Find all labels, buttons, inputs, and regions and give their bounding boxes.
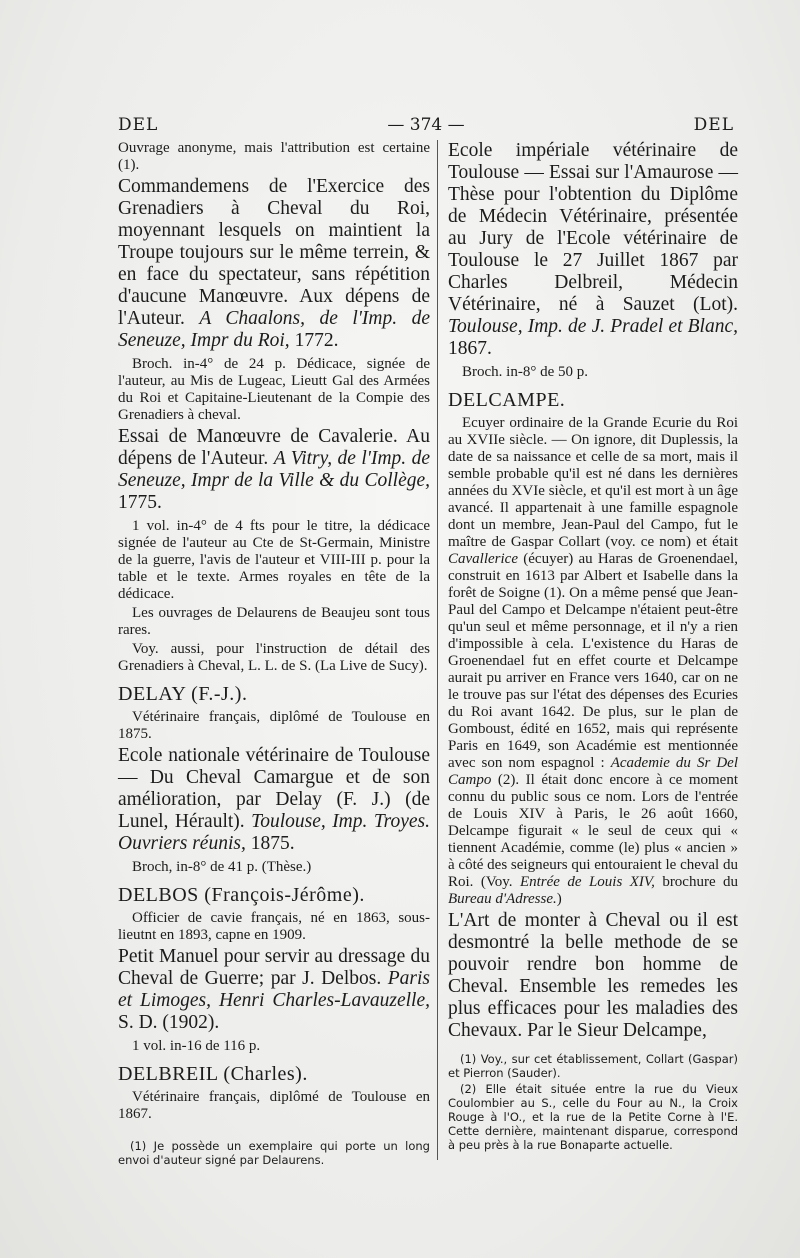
entry-note: Voy. aussi, pour l'instruction de détail des Grenadiers à Cheval, L. L. de S. (La Live de Sucy). [118, 641, 430, 674]
author-bio: Ecuyer ordinaire de la Grande Ecurie du Roi au XVIIe siècle. — On ignore, dit Duplessis, la date de sa naissance et celle de sa mort, mais il semble probable qu'il est né dans les dernières années du XVIe siècle, et qu'il est mort à un âge avancé. Il appartenait à une famille espagnole dont un membre, Jean-Paul del Campo, fut le maître de Gaspar Collart (voy. ce nom) et était Cavallerice (écuyer) au Haras de Groenendael, construit en 1613 par Albert et Isabelle dans la forêt de Soigne (1). On a même pensé que Jean-Paul del Campo et Delcampe n'étaient peut-être qu'un seul et même personnage, et il n'y a rien d'impossible à cela. L'existence du Haras de Groenendael fut en effet courte et Delcampe aurait pu arriver en France vers 1640, car on ne le trouve pas sur l'état des dépenses des Ecuries du Roi avant 1642. De plus, sur le plan de Gomboust, édité en 1652, mais qui représente Paris en 1649, son Académie est mentionnée avec son nom espagnol : Academie du Sr Del Campo (2). Il était donc encore à ce moment connu du public sous ce nom. Lors de l'entrée de Louis XIV à Paris, le 26 août 1660, Delcampe figurait « le seul de ceux qui « tiennent Académie, comme (le) plus « ancien » à côté des seigneurs qui entouraient le cheval du Roi. (Voy. Entrée de Louis XIV, brochure du Bureau d'Adresse.) [448, 415, 739, 907]
footnote: (2) Elle était située entre la rue du Vieux Coulombier au S., celle du Four au N., la Croix Rouge à l'O., et la rue de la Petite Corne à l'E. Cette dernière, maintenant disparue, correspond à peu près à la rue Bonaparte actuelle. [448, 1082, 738, 1152]
author-heading: DELBOS (François-Jérôme). [118, 884, 365, 906]
header-right: DEL [693, 115, 734, 135]
footnote: (1) Je possède un exemplaire qui porte un long envoi d'auteur signé par Delaurens. [118, 1139, 430, 1167]
entry-note: 1 vol. in-4° de 4 fts pour le titre, la dédicace signée de l'auteur au Cte de St-Germain, Ministre de la guerre, l'avis de l'auteur et VIII-III p. pour la table et le texte. Armes royales en tête de la dédicace. [118, 518, 430, 602]
entry-note: Broch. in-8° de 50 p. [462, 364, 588, 380]
author-heading: DELCAMPE. [448, 389, 566, 411]
page-number: — 374 — [387, 115, 465, 135]
author-bio: Vétérinaire français, diplômé de Toulouse en 1875. [118, 709, 430, 742]
entry-note: Les ouvrages de Delaurens de Beaujeu sont tous rares. [118, 605, 430, 638]
paragraph: Ouvrage anonyme, mais l'attribution est certaine (1). [118, 140, 430, 173]
entry-note: Broch, in-8° de 41 p. (Thèse.) [132, 859, 312, 875]
footnote: (1) Voy., sur cet établissement, Collart (Gaspar) et Pierron (Sauder). [448, 1052, 738, 1080]
entry-title: Essai de Manœuvre de Cavalerie. Au dépens de l'Auteur. A Vitry, de l'Imp. de Seneuze, Impr de la Ville & du Collège, 1775. [118, 426, 430, 513]
running-header [118, 115, 734, 141]
entry-note: Broch. in-4° de 24 p. Dédicace, signée de l'auteur, au Mis de Lugeac, Lieutt Gal des Armées du Roi et Capitaine-Lieutenant de la Compie des Grenadiers à cheval. [118, 356, 430, 423]
entry-title: Petit Manuel pour servir au dressage du Cheval de Guerre; par J. Delbos. Paris et Limoges, Henri Charles-Lavauzelle, S. D. (1902). [118, 946, 431, 1033]
entry-title: Commandemens de l'Exercice des Grenadiers à Cheval du Roi, moyennant lesquels on maintient la Troupe toujours sur le même terrein, & en face du spectateur, sans répétition d'aucune Manœuvre. Aux dépens de l'Auteur. A Chaalons, de l'Imp. de Seneuze, Impr du Roi, 1772. [118, 176, 431, 351]
author-heading: DELAY (F.-J.). [118, 683, 248, 705]
left-column [118, 140, 430, 1169]
header-left: DEL [118, 115, 159, 135]
author-bio: Vétérinaire français, diplômé de Toulouse en 1867. [118, 1089, 430, 1122]
author-bio: Officier de cavie français, né en 1863, sous-lieutnt en 1893, capne en 1909. [118, 910, 430, 943]
right-column [448, 140, 738, 1154]
entry-title: L'Art de monter à Cheval ou il est desmontré la belle methode de se pouvoir rendre bon homme de Cheval. Ensemble les remedes les plus efficaces pour les maladies des Chevaux. Par le Sieur Delcampe, [448, 910, 738, 1041]
column-rule [437, 140, 438, 1160]
entry-note: 1 vol. in-16 de 116 p. [132, 1038, 261, 1054]
entry-title: Ecole impériale vétérinaire de Toulouse — Essai sur l'Amaurose — Thèse pour l'obtention du Diplôme de Médecin Vétérinaire, présentée au Jury de l'Ecole vétérinaire de Toulouse le 27 Juillet 1867 par Charles Delbreil, Médecin Vétérinaire, né à Sauzet (Lot). Toulouse, Imp. de J. Pradel et Blanc, 1867. [448, 140, 738, 359]
entry-title: Ecole nationale vétérinaire de Toulouse — Du Cheval Camargue et de son amélioration, par Delay (F. J.) (de Lunel, Hérault). Toulouse, Imp. Troyes. Ouvriers réunis, 1875. [118, 745, 431, 854]
author-heading: DELBREIL (Charles). [118, 1063, 308, 1085]
